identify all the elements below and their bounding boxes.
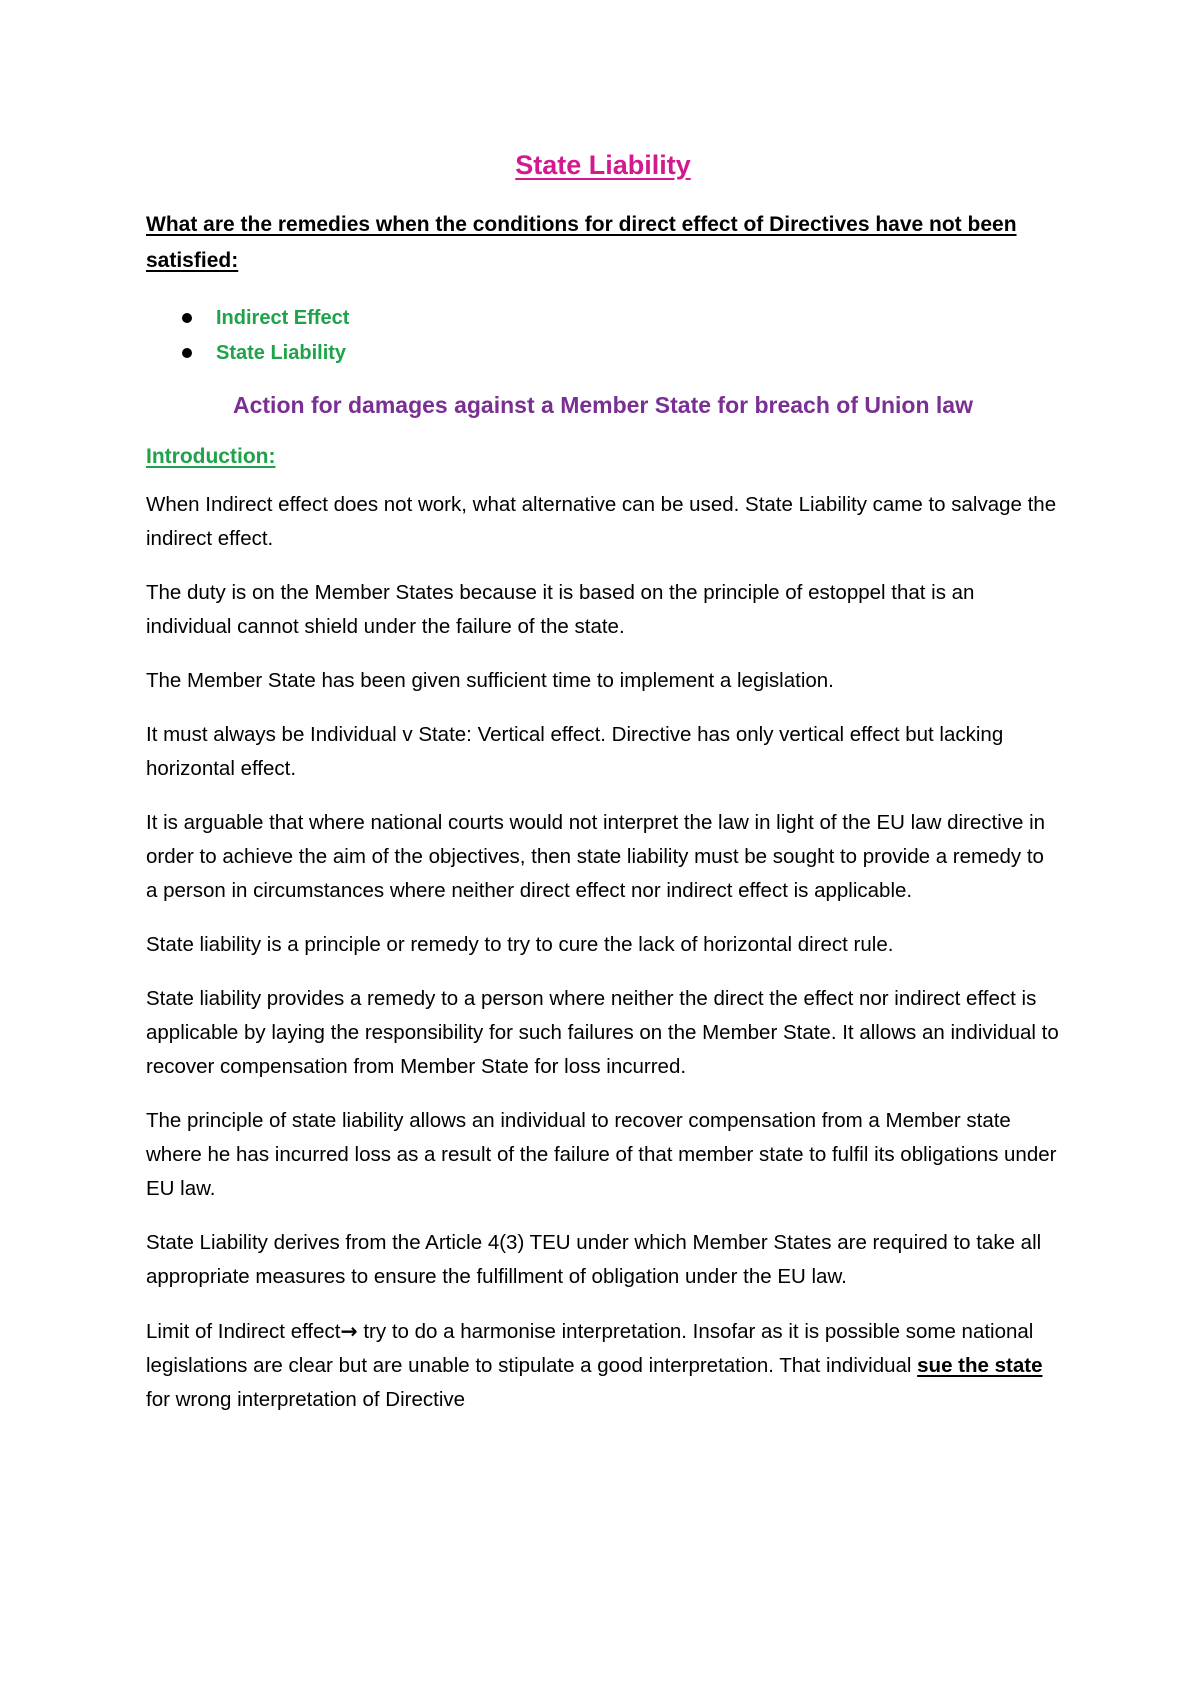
paragraph: It must always be Individual v State: Vertical effect. Directive has only vertical effect but lacking horizontal effect.	[146, 723, 1004, 781]
paragraph: State liability is a principle or remedy to try to cure the lack of horizontal direct rule.	[146, 933, 894, 957]
list-item-label: State Liability	[216, 342, 347, 365]
introduction-heading: Introduction:	[146, 444, 276, 468]
paragraph: The principle of state liability allows an individual to recover compensation from a Member state where he has incurred loss as a result of the failure of that member state to fulfil its obligations under EU law.	[146, 1109, 1057, 1201]
last-paragraph	[146, 1314, 1060, 1417]
paragraph: When Indirect effect does not work, what alternative can be used. State Liability came to salvage the indirect effect.	[146, 493, 1057, 551]
list-item	[182, 301, 1060, 336]
section-subheading: Action for damages against a Member State for breach of Union law	[233, 392, 973, 419]
page-title: State Liability	[515, 150, 691, 180]
paragraph: State liability provides a remedy to a person where neither the direct the effect nor indirect effect is applicable by laying the responsibility for such failures on the Member State. It allows an individual to recover compensation from Member State for loss incurred.	[146, 987, 1059, 1079]
list-item	[182, 336, 1060, 371]
bullet-dot-icon	[182, 348, 192, 358]
paragraph: State Liability derives from the Article 4(3) TEU under which Member States are required to take all appropriate measures to ensure the fulfillment of obligation under the EU law.	[146, 1231, 1042, 1289]
paragraph: The duty is on the Member States because it is based on the principle of estoppel that is an individual cannot shield under the failure of the state.	[146, 581, 975, 639]
bullet-dot-icon	[182, 313, 192, 323]
list-item-label: Indirect Effect	[216, 307, 350, 330]
remedies-list	[146, 301, 1060, 371]
right-arrow-icon: →	[340, 1319, 358, 1344]
remedies-question: What are the remedies when the conditions for direct effect of Directives have not been satisfied:	[146, 213, 1017, 273]
paragraph: It is arguable that where national courts would not interpret the law in light of the EU law directive in order to achieve the aim of the objectives, then state liability must be sought to provide a remedy to a person in circumstances where neither direct effect nor indirect effect is applicable.	[146, 811, 1046, 903]
last-paragraph-part3: for wrong interpretation of Directive	[146, 1388, 466, 1412]
emphasis-sue-the-state: sue the state	[917, 1354, 1043, 1378]
paragraph: The Member State has been given sufficient time to implement a legislation.	[146, 669, 834, 693]
last-paragraph-part1: Limit of Indirect effect	[146, 1320, 341, 1344]
last-paragraph-part2: try to do a harmonise interpretation. Insofar as it is possible some national legislations are clear but are unable to stipulate a good interpretation. That individual	[146, 1320, 1034, 1378]
